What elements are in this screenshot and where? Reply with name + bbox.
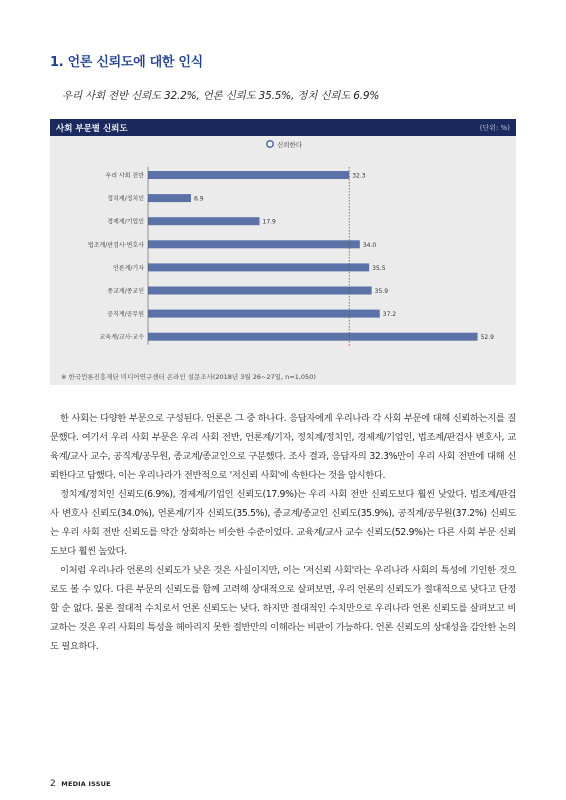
body-paragraph-2: 정치계/정치인 신뢰도(6.9%), 경제계/기업인 신뢰도(17.9%)는 우리 사회 전반 신뢰도보다 훨씬 낮았다. 법조계/판검사 변호사 신뢰도(34.0%), 언론계/기자 신뢰도(35.5%), 종교계/종교인 신뢰도(35.9%), 공직계/공무원(37.2%) 신뢰도는 우리 사회 전반 신뢰도를 약간 상회하는 비슷한 수준이었다. 교육계/교사 교수 신뢰도(52.9%)는 다른 사회 부문 신뢰도보다 훨씬 높았다. bbox=[50, 489, 516, 557]
body-text bbox=[50, 409, 516, 656]
page-footer bbox=[50, 779, 111, 789]
chart-source: ※ 한국언론진흥재단 미디어연구센터 온라인 설문조사(2018년 3월 26~27일, n=1,050) bbox=[61, 373, 316, 381]
value-label: 37.2 bbox=[382, 311, 397, 319]
section-heading: 1. 언론 신뢰도에 대한 인식 bbox=[50, 55, 203, 70]
value-label: 32.3 bbox=[352, 172, 366, 180]
category-label: 경제계/기업인 bbox=[107, 218, 144, 226]
value-label: 34.0 bbox=[362, 241, 377, 249]
category-label: 교육계/교사·교수 bbox=[99, 334, 144, 342]
category-label: 우리 사회 전반 bbox=[105, 172, 144, 180]
category-label: 종교계/종교인 bbox=[107, 288, 144, 295]
chart-box bbox=[50, 119, 516, 385]
body-paragraph-1: 한 사회는 다양한 부문으로 구성된다. 언론은 그 중 하나다. 응답자에게 우리나라 각 사회 부문에 대해 신뢰하는지를 질문했다. 여기서 우리 사회 부문은 우리 사회 전반, 언론계/기자, 정치계/정치인, 경제계/기업인, 법조계/판검사 변호사, 교육계/교사 교수, 공직계/공무원, 종교계/종교인으로 구분했다. 조사 결과, 응답자의 32.3%만이 우리 사회 전반에 대해 신뢰한다고 답했다. 이는 우리나라가 전반적으로 '저신뢰 사회'에 속한다는 것을 암시한다. bbox=[50, 413, 516, 481]
bar bbox=[148, 263, 369, 271]
bar bbox=[148, 333, 478, 341]
legend-label: 신뢰한다 bbox=[277, 141, 303, 149]
value-label: 52.9 bbox=[480, 334, 494, 342]
category-label: 언론계/기자 bbox=[112, 264, 144, 272]
value-label: 35.5 bbox=[372, 264, 386, 272]
category-label: 법조계/판검사·변호사 bbox=[87, 241, 144, 249]
bar bbox=[148, 310, 380, 318]
chart-title: 사회 부문별 신뢰도 bbox=[56, 124, 128, 134]
category-label: 정치계/정치인 bbox=[107, 195, 144, 203]
chart-unit: (단위: %) bbox=[479, 124, 510, 132]
bar bbox=[148, 240, 360, 248]
subtitle: 우리 사회 전반 신뢰도 32.2%, 언론 신뢰도 35.5%, 정치 신뢰도 6.9% bbox=[62, 90, 380, 102]
bar bbox=[148, 194, 191, 202]
bar-chart bbox=[50, 136, 516, 372]
bar bbox=[148, 287, 372, 295]
bar bbox=[148, 171, 349, 179]
body-paragraph-3: 이처럼 우리나라 언론의 신뢰도가 낮은 것은 사실이지만, 이는 '저신뢰 사회'라는 우리나라 사회의 특성에 기인한 것으로도 볼 수 있다. 다른 부문의 신뢰도를 함께 고려해 상대적으로 살펴보면, 우리 언론의 신뢰도가 절대적으로 낮다고 단정할 순 없다. 물론 절대적 수치로서 언론 신뢰도는 낮다. 하지만 절대적인 수치만으로 우리나라 언론 신뢰도를 살펴보고 비교하는 것은 우리 사회의 특성을 헤아리지 못한 절반만의 이해라는 비판이 가능하다. 언론 신뢰도의 상대성을 감안한 논의도 필요하다. bbox=[50, 565, 516, 652]
page-number: 2 bbox=[50, 779, 56, 789]
value-label: 35.9 bbox=[374, 288, 389, 295]
bar bbox=[148, 217, 260, 225]
value-label: 17.9 bbox=[262, 218, 276, 226]
category-label: 공직계/공무원 bbox=[107, 311, 144, 319]
value-label: 6.9 bbox=[193, 195, 204, 203]
legend-marker bbox=[267, 141, 273, 147]
magazine-name: MEDIA ISSUE bbox=[61, 780, 111, 788]
chart-header bbox=[50, 119, 516, 136]
